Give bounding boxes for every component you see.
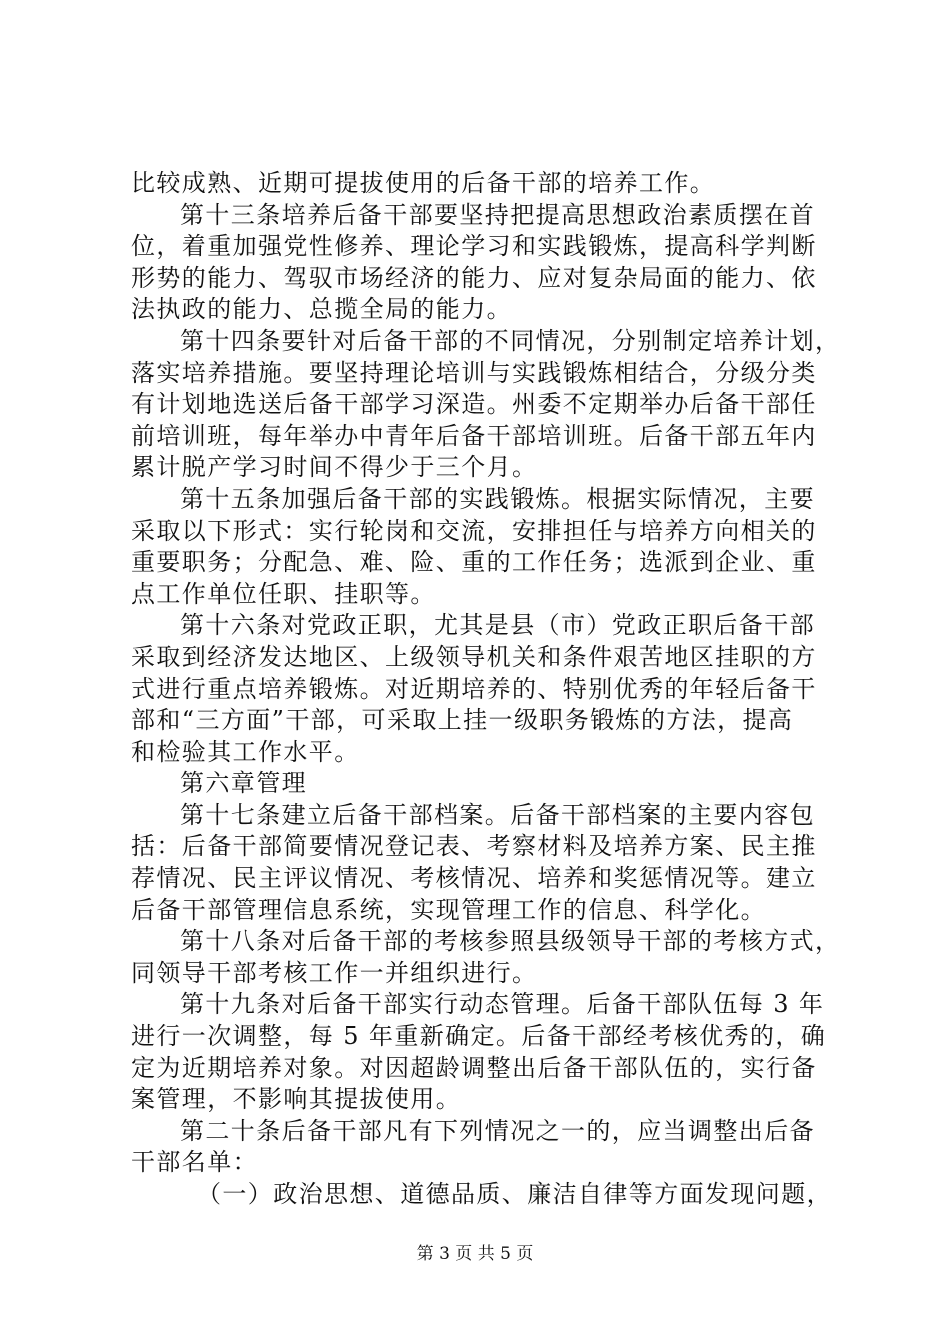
text-line: 重要职务；分配急、难、险、重的工作任务；选派到企业、重 bbox=[131, 548, 817, 577]
text-line: 前培训班，每年举办中青年后备干部培训班。后备干部五年内 bbox=[131, 421, 817, 450]
text-line: 形势的能力、驾驭市场经济的能力、应对复杂局面的能力、依 bbox=[131, 263, 817, 292]
text-line: 第十三条培养后备干部要坚持把提高思想政治素质摆在首 bbox=[180, 200, 815, 229]
text-line: 比较成熟、近期可提拔使用的后备干部的培养工作。 bbox=[131, 169, 716, 197]
text-line: 定为近期培养对象。对因超龄调整出后备干部队伍的，实行备 bbox=[131, 1053, 817, 1082]
text-line: 干部名单： bbox=[131, 1148, 258, 1177]
page-footer: 第 3 页 共 5 页 bbox=[416, 1244, 534, 1264]
text-line: 后备干部管理信息系统，实现管理工作的信息、科学化。 bbox=[131, 895, 766, 924]
text-line: 第十九条对后备干部实行动态管理。后备干部队伍每 3 年 bbox=[180, 990, 825, 1019]
text-line: 累计脱产学习时间不得少于三个月。 bbox=[131, 453, 538, 482]
text-line: 部和“三方面”干部，可采取上挂一级职务锻炼的方法，提高 bbox=[131, 706, 794, 735]
text-line: 第十七条建立后备干部档案。后备干部档案的主要内容包 bbox=[180, 800, 815, 829]
text-line: 采取以下形式：实行轮岗和交流，安排担任与培养方向相关的 bbox=[131, 516, 817, 545]
text-line: 第十六条对党政正职，尤其是县（市）党政正职后备干部 bbox=[180, 611, 815, 640]
text-line: 案管理，不影响其提拔使用。 bbox=[131, 1085, 462, 1114]
text-line: 第十八条对后备干部的考核参照县级领导干部的考核方式， bbox=[180, 927, 841, 956]
text-line: 落实培养措施。要坚持理论培训与实践锻炼相结合，分级分类 bbox=[131, 358, 817, 387]
text-line: 荐情况、民主评议情况、考核情况、培养和奖惩情况等。建立 bbox=[131, 864, 817, 893]
text-line: 位，着重加强党性修养、理论学习和实践锻炼，提高科学判断 bbox=[131, 232, 817, 261]
text-line: 第十四条要针对后备干部的不同情况，分别制定培养计划， bbox=[180, 326, 841, 355]
text-line: 有计划地选送后备干部学习深造。州委不定期举办后备干部任 bbox=[131, 390, 817, 419]
text-line: 括：后备干部简要情况登记表、考察材料及培养方案、民主推 bbox=[131, 832, 817, 861]
text-line: 法执政的能力、总揽全局的能力。 bbox=[131, 295, 512, 324]
document-body bbox=[131, 168, 841, 1211]
text-line: 和检验其工作水平。 bbox=[131, 737, 360, 766]
text-line: 第六章管理 bbox=[180, 769, 307, 798]
text-line: 同领导干部考核工作一并组织进行。 bbox=[131, 958, 538, 987]
text-line: （一）政治思想、道德品质、廉洁自律等方面发现问题， bbox=[197, 1180, 832, 1208]
text-line: 采取到经济发达地区、上级领导机关和条件艰苦地区挂职的方 bbox=[131, 642, 817, 671]
text-line: 第十五条加强后备干部的实践锻炼。根据实际情况，主要 bbox=[180, 484, 815, 513]
text-line: 进行一次调整，每 5 年重新确定。后备干部经考核优秀的，确 bbox=[131, 1022, 827, 1051]
text-line: 式进行重点培养锻炼。对近期培养的、特别优秀的年轻后备干 bbox=[131, 674, 817, 703]
text-line: 第二十条后备干部凡有下列情况之一的，应当调整出后备 bbox=[180, 1116, 815, 1145]
text-line: 点工作单位任职、挂职等。 bbox=[131, 579, 436, 608]
